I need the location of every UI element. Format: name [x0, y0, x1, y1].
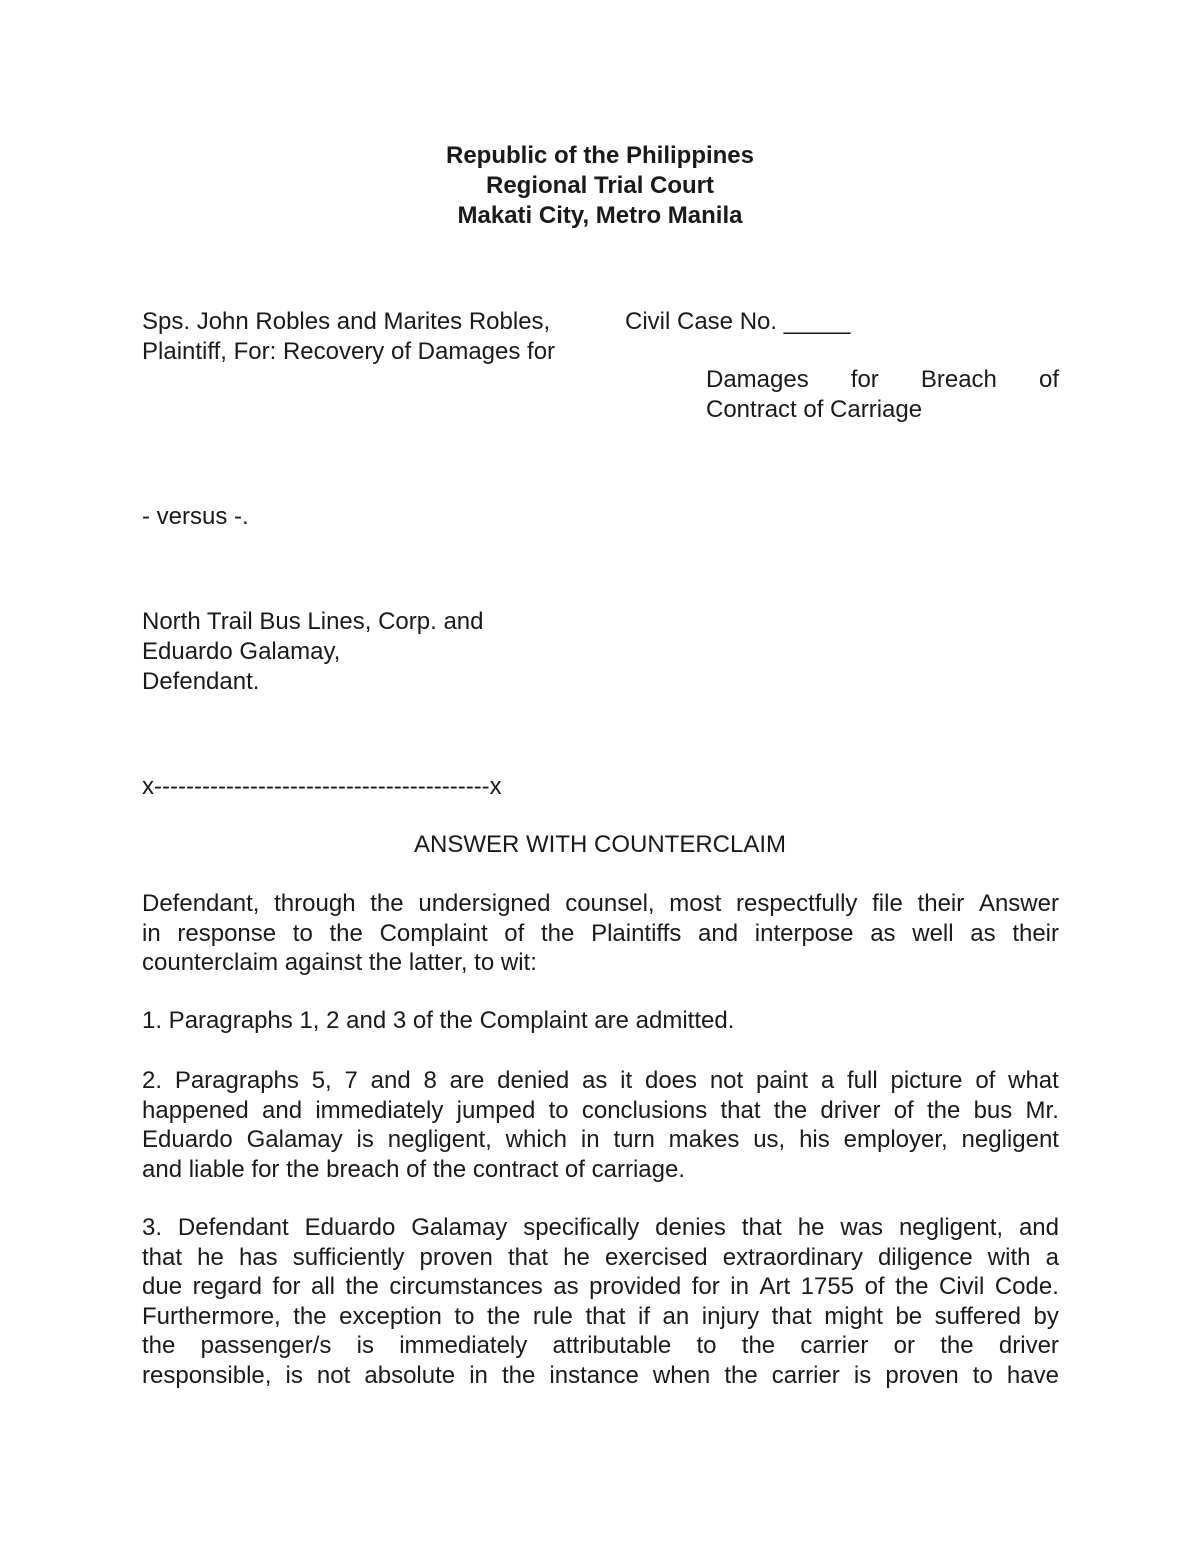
case-nature-word: Breach	[920, 366, 997, 393]
document-title: ANSWER WITH COUNTERCLAIM	[414, 831, 786, 858]
case-nature-word: for	[850, 366, 879, 393]
paragraph-2-line: happened and immediately jumped to conclusions that the driver of the bus Mr.	[142, 1096, 1059, 1124]
paragraph-3-line: 3. Defendant Eduardo Galamay specifically denies that he was negligent, and	[142, 1214, 1059, 1241]
paragraph-2-line: 2. Paragraphs 5, 7 and 8 are denied as it does not paint a full picture of what	[142, 1067, 1059, 1094]
intro-line: Defendant, through the undersigned counsel, most respectfully file their Answer	[142, 890, 1059, 917]
intro-line: counterclaim against the latter, to wit:	[142, 949, 537, 976]
paragraph-1: 1. Paragraphs 1, 2 and 3 of the Complaint are admitted.	[142, 1007, 735, 1034]
paragraph-3-line: Furthermore, the exception to the rule that if an injury that might be suffered by	[142, 1302, 1059, 1330]
paragraph-3-line: that he has sufficiently proven that he exercised extraordinary diligence with a	[142, 1243, 1059, 1271]
case-nature-line-1	[706, 365, 1059, 395]
intro-line: in response to the Complaint of the Plaintiffs and interpose as well as their	[142, 919, 1059, 947]
paragraph-2-line: and liable for the breach of the contract of carriage.	[142, 1155, 685, 1183]
case-nature-word: Damages	[706, 366, 809, 393]
paragraph-3-line: the passenger/s is immediately attributable to the carrier or the driver	[142, 1332, 1059, 1359]
paragraph-3-line: due regard for all the circumstances as provided for in Art 1755 of the Civil Code.	[142, 1273, 1059, 1300]
case-nature-word: of	[1038, 366, 1059, 393]
intro-paragraph	[142, 889, 1059, 978]
header-city: Makati City, Metro Manila	[457, 202, 743, 229]
civil-case-number: Civil Case No. _____	[625, 308, 851, 335]
plaintiffs-line-2: Plaintiff, For: Recovery of Damages for	[142, 338, 556, 365]
paragraph-2	[142, 1066, 1059, 1184]
caption-separator: x------------------------------------------x	[142, 773, 502, 800]
plaintiffs-line-1: Sps. John Robles and Marites Robles,	[142, 308, 551, 335]
versus-text: - versus -.	[142, 503, 249, 530]
header-court: Regional Trial Court	[485, 172, 715, 199]
defendant-line-1: North Trail Bus Lines, Corp. and	[142, 608, 484, 635]
paragraph-3-line: responsible, is not absolute in the instance when the carrier is proven to have	[142, 1361, 1059, 1389]
defendant-line-3: Defendant.	[142, 668, 260, 695]
case-nature-line-2: Contract of Carriage	[706, 396, 923, 423]
defendant-line-2: Eduardo Galamay,	[142, 638, 341, 665]
paragraph-3	[142, 1213, 1059, 1390]
header-republic: Republic of the Philippines	[445, 142, 754, 169]
paragraph-2-line: Eduardo Galamay is negligent, which in turn makes us, his employer, negligent	[142, 1126, 1059, 1153]
